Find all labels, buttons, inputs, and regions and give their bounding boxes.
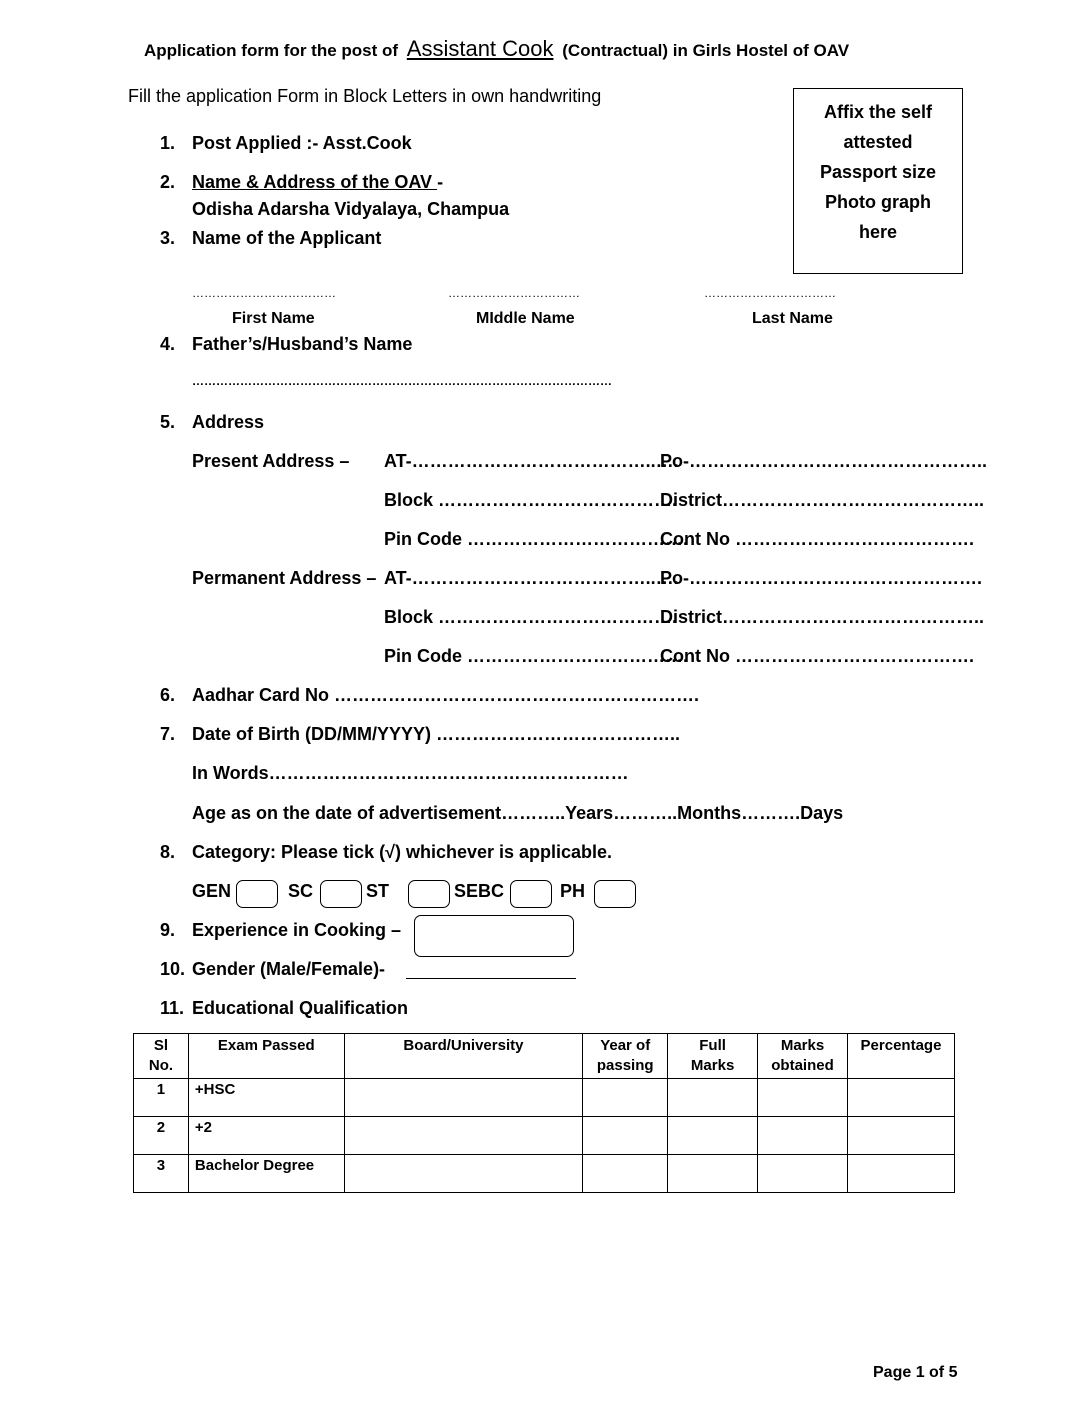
post-applied: Post Applied :- Asst.Cook — [192, 133, 412, 153]
table-row — [134, 1079, 955, 1117]
applicant-name-label: Name of the Applicant — [192, 228, 382, 248]
col-header-year: Year of passing — [583, 1034, 668, 1079]
category-sc-label: SC — [288, 881, 314, 901]
sl-cell: 1 — [134, 1079, 189, 1117]
father-name-field[interactable]: …………………………………………………………………………………………… — [192, 374, 612, 388]
exam-cell: +2 — [188, 1117, 344, 1155]
item-number: 5. — [160, 412, 176, 432]
first-name-label: First Name — [232, 310, 315, 327]
gender-label: Gender (Male/Female)- — [192, 959, 386, 979]
photo-box-line: Passport size — [819, 162, 937, 182]
col-header-marks-obtained: Marks obtained — [758, 1034, 848, 1079]
dob-words-field[interactable]: In Words…………………………………………………… — [192, 763, 629, 783]
experience-input[interactable] — [414, 915, 574, 957]
item-number: 8. — [160, 842, 176, 862]
first-name-field[interactable]: ……………………………… — [192, 286, 336, 300]
full-marks-cell[interactable] — [668, 1079, 758, 1117]
board-cell[interactable] — [344, 1117, 583, 1155]
year-cell[interactable] — [583, 1117, 668, 1155]
category-gen-label: GEN — [192, 881, 232, 901]
table-row — [134, 1155, 955, 1193]
instruction-text: Fill the application Form in Block Letters in own handwriting — [128, 86, 602, 106]
present-contact-field[interactable]: Cont No …………………………………. — [660, 529, 974, 549]
present-block-field[interactable]: Block …………………………………. — [384, 490, 678, 510]
percentage-cell[interactable] — [847, 1117, 954, 1155]
permanent-block-field[interactable]: Block …………………………………. — [384, 607, 678, 627]
col-header-exam: Exam Passed — [188, 1034, 344, 1079]
middle-name-field[interactable]: …………………………… — [448, 286, 580, 300]
permanent-district-field[interactable]: District…………………………………….. — [660, 607, 985, 627]
category-ph-checkbox[interactable] — [594, 880, 636, 908]
middle-name-label: MIddle Name — [476, 310, 575, 327]
education-table — [133, 1033, 955, 1193]
full-marks-cell[interactable] — [668, 1117, 758, 1155]
oav-label-row — [192, 172, 443, 193]
exam-cell: Bachelor Degree — [188, 1155, 344, 1193]
item-number: 9. — [160, 920, 176, 940]
item-number: 3. — [160, 228, 176, 248]
marks-obtained-cell[interactable] — [758, 1117, 848, 1155]
education-label: Educational Qualification — [192, 998, 409, 1018]
father-name-label: Father’s/Husband’s Name — [192, 334, 413, 354]
oav-label: Name & Address of the OAV — [192, 172, 438, 192]
last-name-field[interactable]: …………………………… — [704, 286, 836, 300]
permanent-at-field[interactable]: AT-…………………………………..…. — [384, 568, 679, 588]
title-post: Assistant Cook — [406, 36, 554, 61]
present-at-field[interactable]: AT-…………………………………..…. — [384, 451, 679, 471]
permanent-contact-field[interactable]: Cont No …………………………………. — [660, 646, 974, 666]
permanent-po-field[interactable]: Po-…………………………………………. — [660, 568, 982, 588]
item-number: 7. — [160, 724, 176, 744]
table-row — [134, 1117, 955, 1155]
category-label: Category: Please tick (√) whichever is applicable. — [192, 842, 613, 862]
present-pin-field[interactable]: Pin Code ………………………………. — [384, 529, 689, 549]
item-number: 1. — [160, 133, 176, 153]
permanent-address-label: Permanent Address – — [192, 568, 377, 588]
address-label: Address — [192, 412, 265, 432]
permanent-pin-field[interactable]: Pin Code ………………………………. — [384, 646, 689, 666]
photo-box-line: attested — [843, 132, 913, 152]
item-number: 11. — [160, 998, 185, 1018]
category-sebc-label: SEBC — [454, 881, 505, 901]
item-number: 10. — [160, 959, 186, 979]
photo-box-line: Photo graph — [825, 192, 931, 212]
page-number: Page 1 of 5 — [873, 1364, 958, 1381]
full-marks-cell[interactable] — [668, 1155, 758, 1193]
title-suffix: (Contractual) in Girls Hostel of OAV — [562, 41, 850, 60]
col-header-sl: Sl No. — [134, 1034, 189, 1079]
category-st-label: ST — [366, 881, 390, 901]
gender-input-line[interactable] — [406, 962, 576, 979]
age-field[interactable]: Age as on the date of advertisement………..Years………..Months……….Days — [192, 803, 844, 823]
category-gen-checkbox[interactable] — [236, 880, 278, 908]
col-header-full-marks: Full Marks — [668, 1034, 758, 1079]
year-cell[interactable] — [583, 1155, 668, 1193]
col-header-percentage: Percentage — [847, 1034, 954, 1079]
item-number: 6. — [160, 685, 176, 705]
photo-box — [793, 88, 963, 274]
photo-box-line: here — [858, 222, 898, 242]
board-cell[interactable] — [344, 1079, 583, 1117]
item-number: 2. — [160, 172, 176, 192]
present-po-field[interactable]: Po-………………………………………….. — [660, 451, 987, 471]
oav-name: Odisha Adarsha Vidyalaya, Champua — [192, 199, 510, 219]
title-prefix: Application form for the post of — [144, 41, 399, 60]
item-number: 4. — [160, 334, 176, 354]
present-district-field[interactable]: District…………………………………….. — [660, 490, 985, 510]
col-header-board: Board/University — [344, 1034, 583, 1079]
dob-field[interactable]: Date of Birth (DD/MM/YYYY) ………………………………….. — [192, 724, 681, 744]
percentage-cell[interactable] — [847, 1155, 954, 1193]
last-name-label: Last Name — [752, 310, 833, 327]
table-header-row — [134, 1034, 955, 1079]
aadhar-field[interactable]: Aadhar Card No ……………………………………………………. — [192, 685, 700, 705]
year-cell[interactable] — [583, 1079, 668, 1117]
experience-label: Experience in Cooking – — [192, 920, 402, 940]
exam-cell: +HSC — [188, 1079, 344, 1117]
sl-cell: 2 — [134, 1117, 189, 1155]
photo-box-line: Affix the self — [823, 102, 933, 122]
sl-cell: 3 — [134, 1155, 189, 1193]
category-sebc-checkbox[interactable] — [510, 880, 552, 908]
percentage-cell[interactable] — [847, 1079, 954, 1117]
board-cell[interactable] — [344, 1155, 583, 1193]
category-sc-checkbox[interactable] — [320, 880, 362, 908]
oav-dash: - — [437, 172, 444, 192]
category-ph-label: PH — [560, 881, 586, 901]
category-st-checkbox[interactable] — [408, 880, 450, 908]
page-title — [144, 36, 849, 62]
present-address-label: Present Address – — [192, 451, 350, 471]
marks-obtained-cell[interactable] — [758, 1079, 848, 1117]
marks-obtained-cell[interactable] — [758, 1155, 848, 1193]
